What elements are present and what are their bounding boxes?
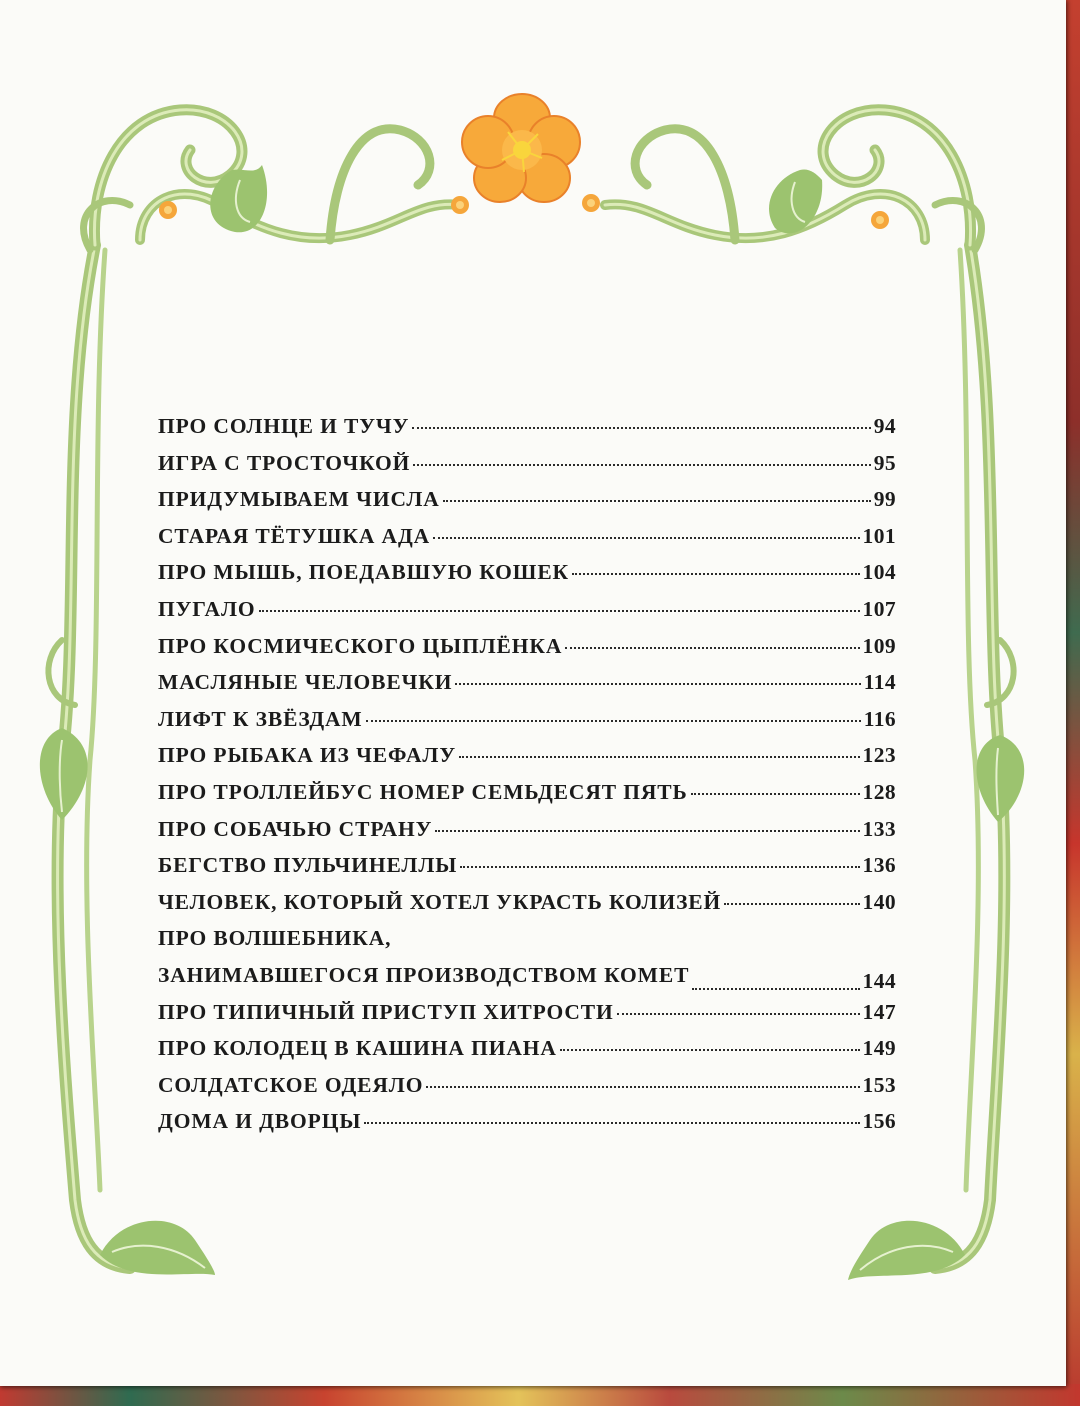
toc-entry-title: МАСЛЯНЫЕ ЧЕЛОВЕЧКИ: [158, 670, 453, 695]
toc-entry: [158, 707, 896, 744]
toc-entry: [158, 780, 896, 817]
toc-entry: [158, 1109, 896, 1146]
leaf-left-middle-icon: [40, 728, 88, 820]
dot-leader: [565, 647, 859, 649]
toc-entry-title: ПРО СОЛНЦЕ И ТУЧУ: [158, 414, 410, 438]
toc-entry-title-line-1: ПРО ВОЛШЕБНИКА,: [158, 926, 392, 951]
toc-entry-title: ПРО СОБАЧЬЮ СТРАНУ: [158, 816, 433, 841]
dot-leader: [366, 720, 861, 722]
toc-entry: [158, 487, 896, 524]
toc-entry: [158, 853, 896, 890]
toc-entry-page: 144: [862, 968, 896, 993]
toc-entry-page: 136: [862, 853, 896, 878]
dot-leader: [455, 683, 860, 685]
toc-entry-title: СТАРАЯ ТЁТУШКА АДА: [158, 523, 431, 548]
toc-entry-page: 128: [862, 779, 896, 804]
toc-entry-page: 114: [863, 670, 896, 695]
toc-entry: [158, 524, 896, 561]
dot-leader: [433, 537, 859, 539]
toc-entry-page: 116: [863, 706, 896, 731]
toc-entry: [158, 597, 896, 634]
toc-entry-page: 153: [862, 1072, 896, 1097]
toc-entry-title: ПРИДУМЫВАЕМ ЧИСЛА: [158, 487, 440, 512]
toc-entry: [158, 414, 896, 451]
dot-leader: [691, 793, 860, 795]
toc-entry-page: 101: [862, 523, 896, 548]
toc-entry: [158, 634, 896, 671]
dot-leader: [426, 1086, 859, 1088]
toc-entry-title: ДОМА И ДВОРЦЫ: [158, 1109, 362, 1134]
toc-entry-title: [158, 920, 689, 993]
toc-entry: [158, 817, 896, 854]
toc-entry-page: 156: [862, 1109, 896, 1134]
dot-leader: [413, 464, 870, 466]
toc-entry-page: 109: [862, 633, 896, 658]
dot-leader: [259, 610, 860, 612]
toc-entry-title: ПРО КОЛОДЕЦ В КАШИНА ПИАНА: [158, 1036, 557, 1061]
toc-entry-title: ПУГАЛО: [158, 596, 256, 621]
table-of-contents: [158, 414, 896, 1146]
toc-entry-title: ЧЕЛОВЕК, КОТОРЫЙ ХОТЕЛ УКРАСТЬ КОЛИЗЕЙ: [158, 889, 722, 914]
toc-entry-page: 147: [862, 999, 896, 1024]
leaf-right-middle-icon: [977, 735, 1025, 822]
toc-entry-title: СОЛДАТСКОЕ ОДЕЯЛО: [158, 1072, 424, 1097]
toc-entry-page: 99: [873, 487, 896, 512]
toc-entry-title: ПРО ТИПИЧНЫЙ ПРИСТУП ХИТРОСТИ: [158, 999, 614, 1024]
toc-entry-page: 123: [862, 743, 896, 768]
toc-entry-page: 133: [862, 816, 896, 841]
toc-entry-title: БЕГСТВО ПУЛЬЧИНЕЛЛЫ: [158, 853, 458, 878]
dot-leader: [692, 988, 859, 990]
dot-leader: [724, 903, 859, 905]
toc-entry-title: ПРО ТРОЛЛЕЙБУС НОМЕР СЕМЬДЕСЯТ ПЯТЬ: [158, 779, 688, 804]
toc-entry: [158, 670, 896, 707]
toc-entry-title: ПРО РЫБАКА ИЗ ЧЕФАЛУ: [158, 743, 457, 768]
dot-leader: [364, 1122, 859, 1124]
toc-entry-page: 95: [873, 450, 896, 475]
toc-entry-title: ПРО КОСМИЧЕСКОГО ЦЫПЛЁНКА: [158, 633, 563, 658]
toc-entry: [158, 1000, 896, 1037]
dot-leader: [459, 756, 860, 758]
toc-entry: [158, 743, 896, 780]
dot-leader: [435, 830, 859, 832]
toc-entry-page: 140: [862, 889, 896, 914]
toc-entry: [158, 560, 896, 597]
toc-entry-page: 149: [862, 1036, 896, 1061]
dot-leader: [617, 1013, 860, 1015]
toc-entry-title-line-2: ЗАНИМАВШЕГОСЯ ПРОИЗВОДСТВОМ КОМЕТ: [158, 962, 690, 987]
toc-entry: [158, 926, 896, 999]
adjacent-book-edge-bottom: [0, 1384, 1080, 1406]
dot-leader: [560, 1049, 860, 1051]
dot-leader: [412, 427, 870, 429]
dot-leader: [460, 866, 859, 868]
toc-entry-page: 104: [862, 560, 896, 585]
toc-entry: [158, 1036, 896, 1073]
toc-entry-page: 107: [862, 596, 896, 621]
toc-entry-title: ПРО МЫШЬ, ПОЕДАВШУЮ КОШЕК: [158, 560, 570, 585]
toc-entry-page: 94: [873, 414, 896, 438]
toc-entry-title: ИГРА С ТРОСТОЧКОЙ: [158, 450, 411, 475]
flower-icon: [462, 94, 580, 202]
toc-entry: [158, 1073, 896, 1110]
toc-entry-title: ЛИФТ К ЗВЁЗДАМ: [158, 706, 363, 731]
top-right-scroll: [823, 110, 971, 245]
toc-entry: [158, 451, 896, 488]
dot-leader: [572, 573, 860, 575]
adjacent-book-edge: [1064, 0, 1080, 1406]
dot-leader: [443, 500, 871, 502]
